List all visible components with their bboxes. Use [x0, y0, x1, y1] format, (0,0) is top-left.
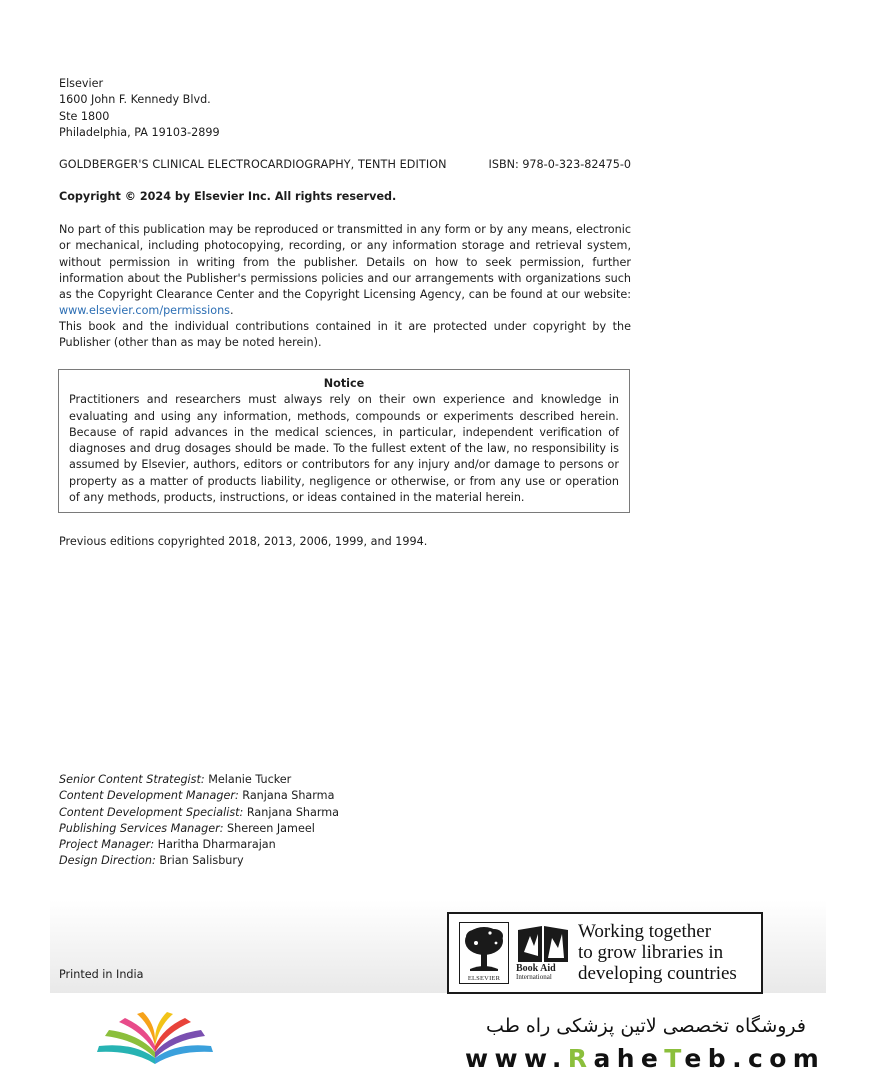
publisher-city: Philadelphia, PA 19103-2899 [59, 125, 220, 139]
permissions-text: No part of this publication may be reproduced or transmitted in any form or by any means, electronic or mechanical, including photocopying, recording, or any information storage and retrieval system, without permission in writing from the publisher. Details on how to seek permission, further information about the Publisher's permissions policies and our arrangements with organizations such as the Copyright Clearance Center and the Copyright Licensing Agency, can be found at our website: [59, 223, 631, 302]
book-title: GOLDBERGER'S CLINICAL ELECTROCARDIOGRAPHY, TENTH EDITION [59, 158, 447, 171]
credit-row [59, 821, 339, 837]
credit-row [59, 772, 339, 788]
previous-editions: Previous editions copyrighted 2018, 2013, 2006, 1999, and 1994. [59, 535, 428, 548]
credit-role: Design Direction: [59, 854, 156, 868]
credit-row [59, 788, 339, 804]
notice-title: Notice [323, 377, 365, 390]
tree-icon [460, 923, 508, 973]
slogan-line: Working together [578, 921, 712, 942]
open-book-logo-icon [93, 1010, 217, 1068]
publisher-address [59, 76, 220, 141]
credit-name: Ranjana Sharma [242, 789, 335, 803]
credit-row [59, 853, 339, 869]
permissions-paragraph [59, 222, 631, 320]
site-accent: R [567, 1044, 594, 1073]
notice-box [58, 369, 630, 513]
site-part: www. [465, 1044, 568, 1073]
publisher-name: Elsevier [59, 77, 104, 90]
credit-role: Content Development Specialist: [59, 805, 244, 819]
isbn: ISBN: 978-0-323-82475-0 [488, 158, 631, 171]
credit-name: Melanie Tucker [208, 773, 292, 786]
copyright-line: Copyright © 2024 by Elsevier Inc. All rights reserved. [59, 190, 397, 203]
site-part: eb.com [684, 1044, 826, 1073]
permissions-link[interactable]: www.elsevier.com/permissions [59, 304, 231, 318]
credit-role: Content Development Manager: [59, 789, 239, 803]
slogan-line: developing countries [578, 963, 737, 984]
credit-role: Publishing Services Manager: [59, 821, 224, 835]
protection-paragraph: This book and the individual contributions contained in it are protected under copyright by the Publisher (other than as may be noted herein). [59, 320, 631, 350]
book-title-row [59, 157, 631, 174]
permissions-end: . [230, 304, 234, 318]
book-aid-logo [516, 922, 570, 982]
banner-slogan [578, 921, 758, 984]
credit-name: Brian Salisbury [159, 854, 244, 868]
credit-role: Project Manager: [59, 838, 155, 852]
book-aid-banner [447, 912, 763, 994]
credit-name: Haritha Dharmarajan [157, 838, 276, 852]
book-aid-icon [516, 922, 570, 964]
slogan-line: to grow libraries in [578, 942, 724, 963]
publisher-suite: Ste 1800 [59, 109, 110, 123]
printed-in: Printed in India [59, 968, 144, 981]
elsevier-tree-logo [459, 922, 509, 984]
notice-body: Practitioners and researchers must always rely on their own experience and knowledge in evaluating and using any information, methods, compounds or experiments described herein. Because of rapid advances in the medical sciences, in particular, independent verification of diagnoses and drug dosages should be made. To the fullest extent of the law, no responsibility is assumed by Elsevier, authors, editors or contributors for any injury and/or damage to persons or property as a matter of products liability, negligence or otherwise, or from any use or operation of any methods, products, instructions, or ideas contained in the material herein. [69, 393, 619, 505]
site-part: ahe [593, 1044, 665, 1073]
credit-name: Ranjana Sharma [246, 805, 340, 819]
credit-role: Senior Content Strategist: [59, 773, 205, 786]
watermark-persian-text: فروشگاه تخصصی لاتین پزشکی راه طب [486, 1015, 806, 1037]
credits-list [59, 772, 339, 870]
elsevier-label: ELSEVIER [467, 975, 501, 982]
credit-row [59, 837, 339, 853]
book-aid-label: Book Aid [516, 963, 556, 974]
publisher-street: 1600 John F. Kennedy Blvd. [59, 93, 211, 107]
watermark-website [465, 1044, 826, 1074]
site-accent: T [664, 1044, 685, 1073]
credit-name: Shereen Jameel [227, 821, 315, 835]
credit-row [59, 805, 339, 821]
book-aid-sublabel: International [516, 973, 552, 981]
